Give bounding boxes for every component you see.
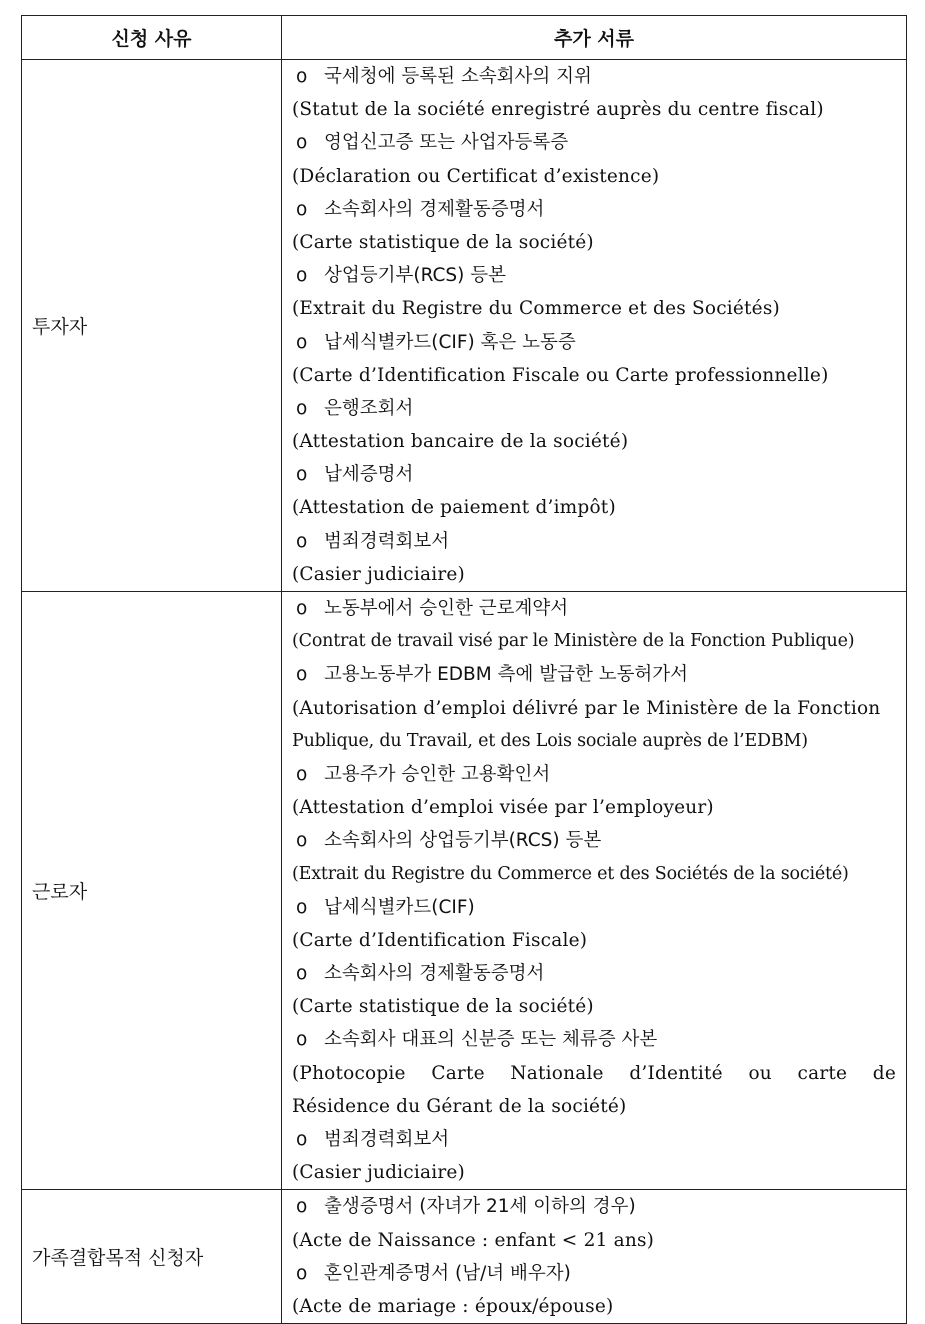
- table-row: [22, 60, 907, 592]
- document-item-label: 혼인관계증명서 (남/녀 배우자): [324, 1262, 571, 1284]
- reason-cell: 근로자: [22, 592, 282, 1190]
- document-item-label: 출생증명서 (자녀가 21세 이하의 경우): [324, 1196, 636, 1218]
- bullet-icon: ο: [296, 1262, 308, 1284]
- document-item-label: 소속회사의 상업등기부(RCS) 등본: [324, 830, 602, 852]
- document-item-french: (Photocopie Carte Nationale d’Identité ou carte de: [292, 1062, 896, 1084]
- document-item-korean: [292, 458, 896, 491]
- header-reason: 신청 사유: [22, 16, 282, 60]
- document-item-french: (Acte de Naissance : enfant < 21 ans): [292, 1229, 655, 1251]
- bullet-icon: ο: [296, 66, 308, 87]
- document-item-french: (Carte d’Identification Fiscale): [292, 929, 588, 951]
- document-item-french: (Carte statistique de la société): [292, 231, 594, 253]
- document-item-korean: [292, 60, 896, 93]
- document-item-label: 국세청에 등록된 소속회사의 지위: [324, 66, 592, 87]
- table-row: [22, 1190, 907, 1324]
- bullet-icon: ο: [296, 464, 308, 486]
- documents-cell: [282, 1190, 907, 1324]
- document-item-label: 소속회사의 경제활동증명서: [324, 198, 545, 220]
- bullet-icon: ο: [296, 331, 308, 353]
- document-item-label: 상업등기부(RCS) 등본: [324, 265, 507, 287]
- document-item-french: (Carte d’Identification Fiscale ou Carte professionnelle): [292, 364, 829, 386]
- document-item-korean: [292, 658, 896, 691]
- document-item-french: (Casier judiciaire): [292, 1162, 465, 1184]
- documents-cell: [282, 592, 907, 1190]
- bullet-icon: ο: [296, 598, 308, 619]
- bullet-icon: ο: [296, 763, 308, 785]
- document-item-korean: [292, 824, 896, 857]
- document-item-korean: [292, 193, 896, 226]
- document-item-label: 납세식별카드(CIF): [324, 896, 475, 918]
- document-item-french: (Statut de la société enregistré auprès du centre fiscal): [292, 99, 824, 121]
- document-item-label: 소속회사 대표의 신분증 또는 체류증 사본: [324, 1029, 658, 1051]
- document-item-korean: [292, 326, 896, 359]
- document-item-label: 소속회사의 경제활동증명서: [324, 963, 545, 985]
- document-item-french: Résidence du Gérant de la société): [292, 1095, 627, 1117]
- bullet-icon: ο: [296, 265, 308, 287]
- bullet-icon: ο: [296, 664, 308, 686]
- document-item-label: 범죄경력회보서: [324, 530, 450, 552]
- bullet-icon: ο: [296, 397, 308, 419]
- header-documents: 추가 서류: [282, 16, 907, 60]
- reason-cell: 가족결합목적 신청자: [22, 1190, 282, 1324]
- document-item-french: (Déclaration ou Certificat d’existence): [292, 165, 660, 187]
- document-item-korean: [292, 891, 896, 924]
- document-item-label: 납세식별카드(CIF) 혹은 노동증: [324, 331, 576, 353]
- document-item-korean: [292, 1023, 896, 1056]
- document-item-french: (Extrait du Registre du Commerce et des Sociétés de la société): [292, 863, 849, 884]
- reason-cell: 투자자: [22, 60, 282, 592]
- document-item-french: (Attestation d’emploi visée par l’employeur): [292, 797, 714, 819]
- document-item-french: Publique, du Travail, et des Lois sociale auprès de l’EDBM): [292, 730, 808, 751]
- document-item-label: 범죄경력회보서: [324, 1129, 450, 1150]
- document-item-korean: [292, 392, 896, 425]
- document-item-korean: [292, 758, 896, 791]
- document-item-label: 고용노동부가 EDBM 측에 발급한 노동허가서: [324, 664, 689, 686]
- document-item-korean: [292, 126, 896, 159]
- bullet-icon: ο: [296, 896, 308, 918]
- bullet-icon: ο: [296, 1129, 308, 1150]
- document-item-korean: [292, 592, 896, 625]
- document-item-label: 납세증명서: [324, 464, 414, 486]
- document-item-french: (Casier judiciaire): [292, 563, 465, 585]
- bullet-icon: ο: [296, 530, 308, 552]
- bullet-icon: ο: [296, 1196, 308, 1218]
- document-item-korean: [292, 1123, 896, 1156]
- table-row: [22, 592, 907, 1190]
- document-item-french: (Attestation de paiement d’impôt): [292, 497, 616, 519]
- document-item-korean: [292, 259, 896, 292]
- document-item-korean: [292, 1257, 896, 1290]
- document-item-label: 고용주가 승인한 고용확인서: [324, 763, 551, 785]
- documents-cell: [282, 60, 907, 592]
- document-item-label: 은행조회서: [324, 397, 414, 419]
- document-item-french: (Autorisation d’emploi délivré par le Ministère de la Fonction: [292, 697, 881, 719]
- document-item-french: (Extrait du Registre du Commerce et des Sociétés): [292, 298, 780, 320]
- document-item-french: (Attestation bancaire de la société): [292, 431, 629, 453]
- document-item-french: (Acte de mariage : époux/épouse): [292, 1295, 614, 1317]
- required-documents-table: [21, 15, 907, 1324]
- bullet-icon: ο: [296, 198, 308, 220]
- document-item-french: (Contrat de travail visé par le Ministère de la Fonction Publique): [292, 631, 855, 652]
- document-item-label: 영업신고증 또는 사업자등록증: [324, 132, 569, 154]
- bullet-icon: ο: [296, 963, 308, 985]
- header-row: [22, 16, 907, 60]
- bullet-icon: ο: [296, 830, 308, 852]
- document-item-korean: [292, 1190, 896, 1223]
- document-item-korean: [292, 957, 896, 990]
- document-item-korean: [292, 525, 896, 558]
- bullet-icon: ο: [296, 132, 308, 154]
- document-item-french: (Carte statistique de la société): [292, 996, 594, 1018]
- bullet-icon: ο: [296, 1029, 308, 1051]
- document-item-label: 노동부에서 승인한 근로계약서: [324, 598, 569, 619]
